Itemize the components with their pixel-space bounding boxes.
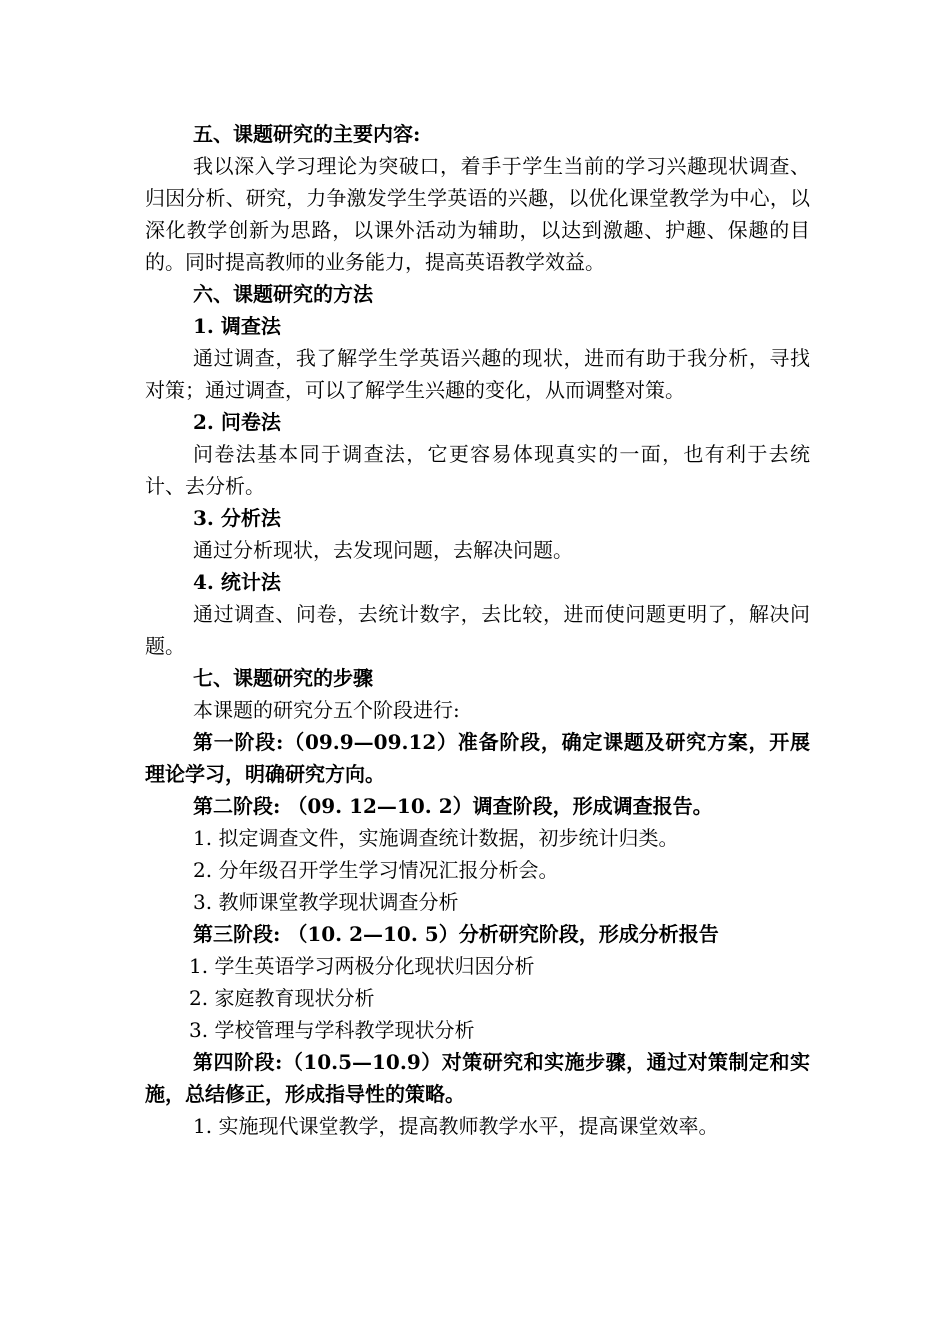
method-2-heading: 2. 问卷法 xyxy=(193,410,281,434)
stage-1: 第一阶段:（09.9—09.12）准备阶段，确定课题及研究方案，开展理论学习，明确研究方向。 xyxy=(145,730,810,786)
method-3-body: 通过分析现状，去发现问题，去解决问题。 xyxy=(193,538,573,562)
section-7-heading: 七、课题研究的步骤 xyxy=(193,666,373,690)
stage-3-item: 3. 学校管理与学科教学现状分析 xyxy=(189,1018,475,1042)
method-3-heading: 3. 分析法 xyxy=(193,506,281,530)
method-4-body: 通过调查、问卷，去统计数字，去比较，进而使问题更明了，解决问题。 xyxy=(145,602,810,658)
stage-2-item: 2. 分年级召开学生学习情况汇报分析会。 xyxy=(193,858,559,882)
section-5-body: 我以深入学习理论为突破口，着手于学生当前的学习兴趣现状调查、归因分析、研究，力争激发学生学英语的兴趣，以优化课堂教学为中心，以深化教学创新为思路，以课外活动为辅助，以达到激趣、护趣、保趣的目的。同时提高教师的业务能力，提高英语教学效益。 xyxy=(145,154,810,274)
method-1-heading: 1. 调查法 xyxy=(193,314,281,338)
document-page xyxy=(145,118,810,1142)
stage-2-item: 1. 拟定调查文件，实施调查统计数据，初步统计归类。 xyxy=(193,826,679,850)
stage-3: 第三阶段: （10. 2—10. 5）分析研究阶段，形成分析报告 xyxy=(193,922,719,946)
section-5-heading: 五、课题研究的主要内容: xyxy=(193,122,421,146)
section-6-heading: 六、课题研究的方法 xyxy=(193,282,373,306)
method-2-body: 问卷法基本同于调查法，它更容易体现真实的一面，也有利于去统计、去分析。 xyxy=(145,442,810,498)
section-7-intro: 本课题的研究分五个阶段进行: xyxy=(193,698,460,722)
stage-4-item: 1. 实施现代课堂教学，提高教师教学水平，提高课堂效率。 xyxy=(193,1114,719,1138)
method-4-heading: 4. 统计法 xyxy=(193,570,281,594)
stage-3-item: 2. 家庭教育现状分析 xyxy=(189,986,375,1010)
stage-4: 第四阶段:（10.5—10.9）对策研究和实施步骤，通过对策制定和实施，总结修正，形成指导性的策略。 xyxy=(145,1050,810,1106)
stage-2-item: 3. 教师课堂教学现状调查分析 xyxy=(193,890,459,914)
stage-2: 第二阶段: （09. 12—10. 2）调查阶段，形成调查报告。 xyxy=(193,794,713,818)
method-1-body: 通过调查，我了解学生学英语兴趣的现状，进而有助于我分析，寻找对策；通过调查，可以了解学生兴趣的变化，从而调整对策。 xyxy=(145,346,810,402)
stage-3-item: 1. 学生英语学习两极分化现状归因分析 xyxy=(189,954,535,978)
